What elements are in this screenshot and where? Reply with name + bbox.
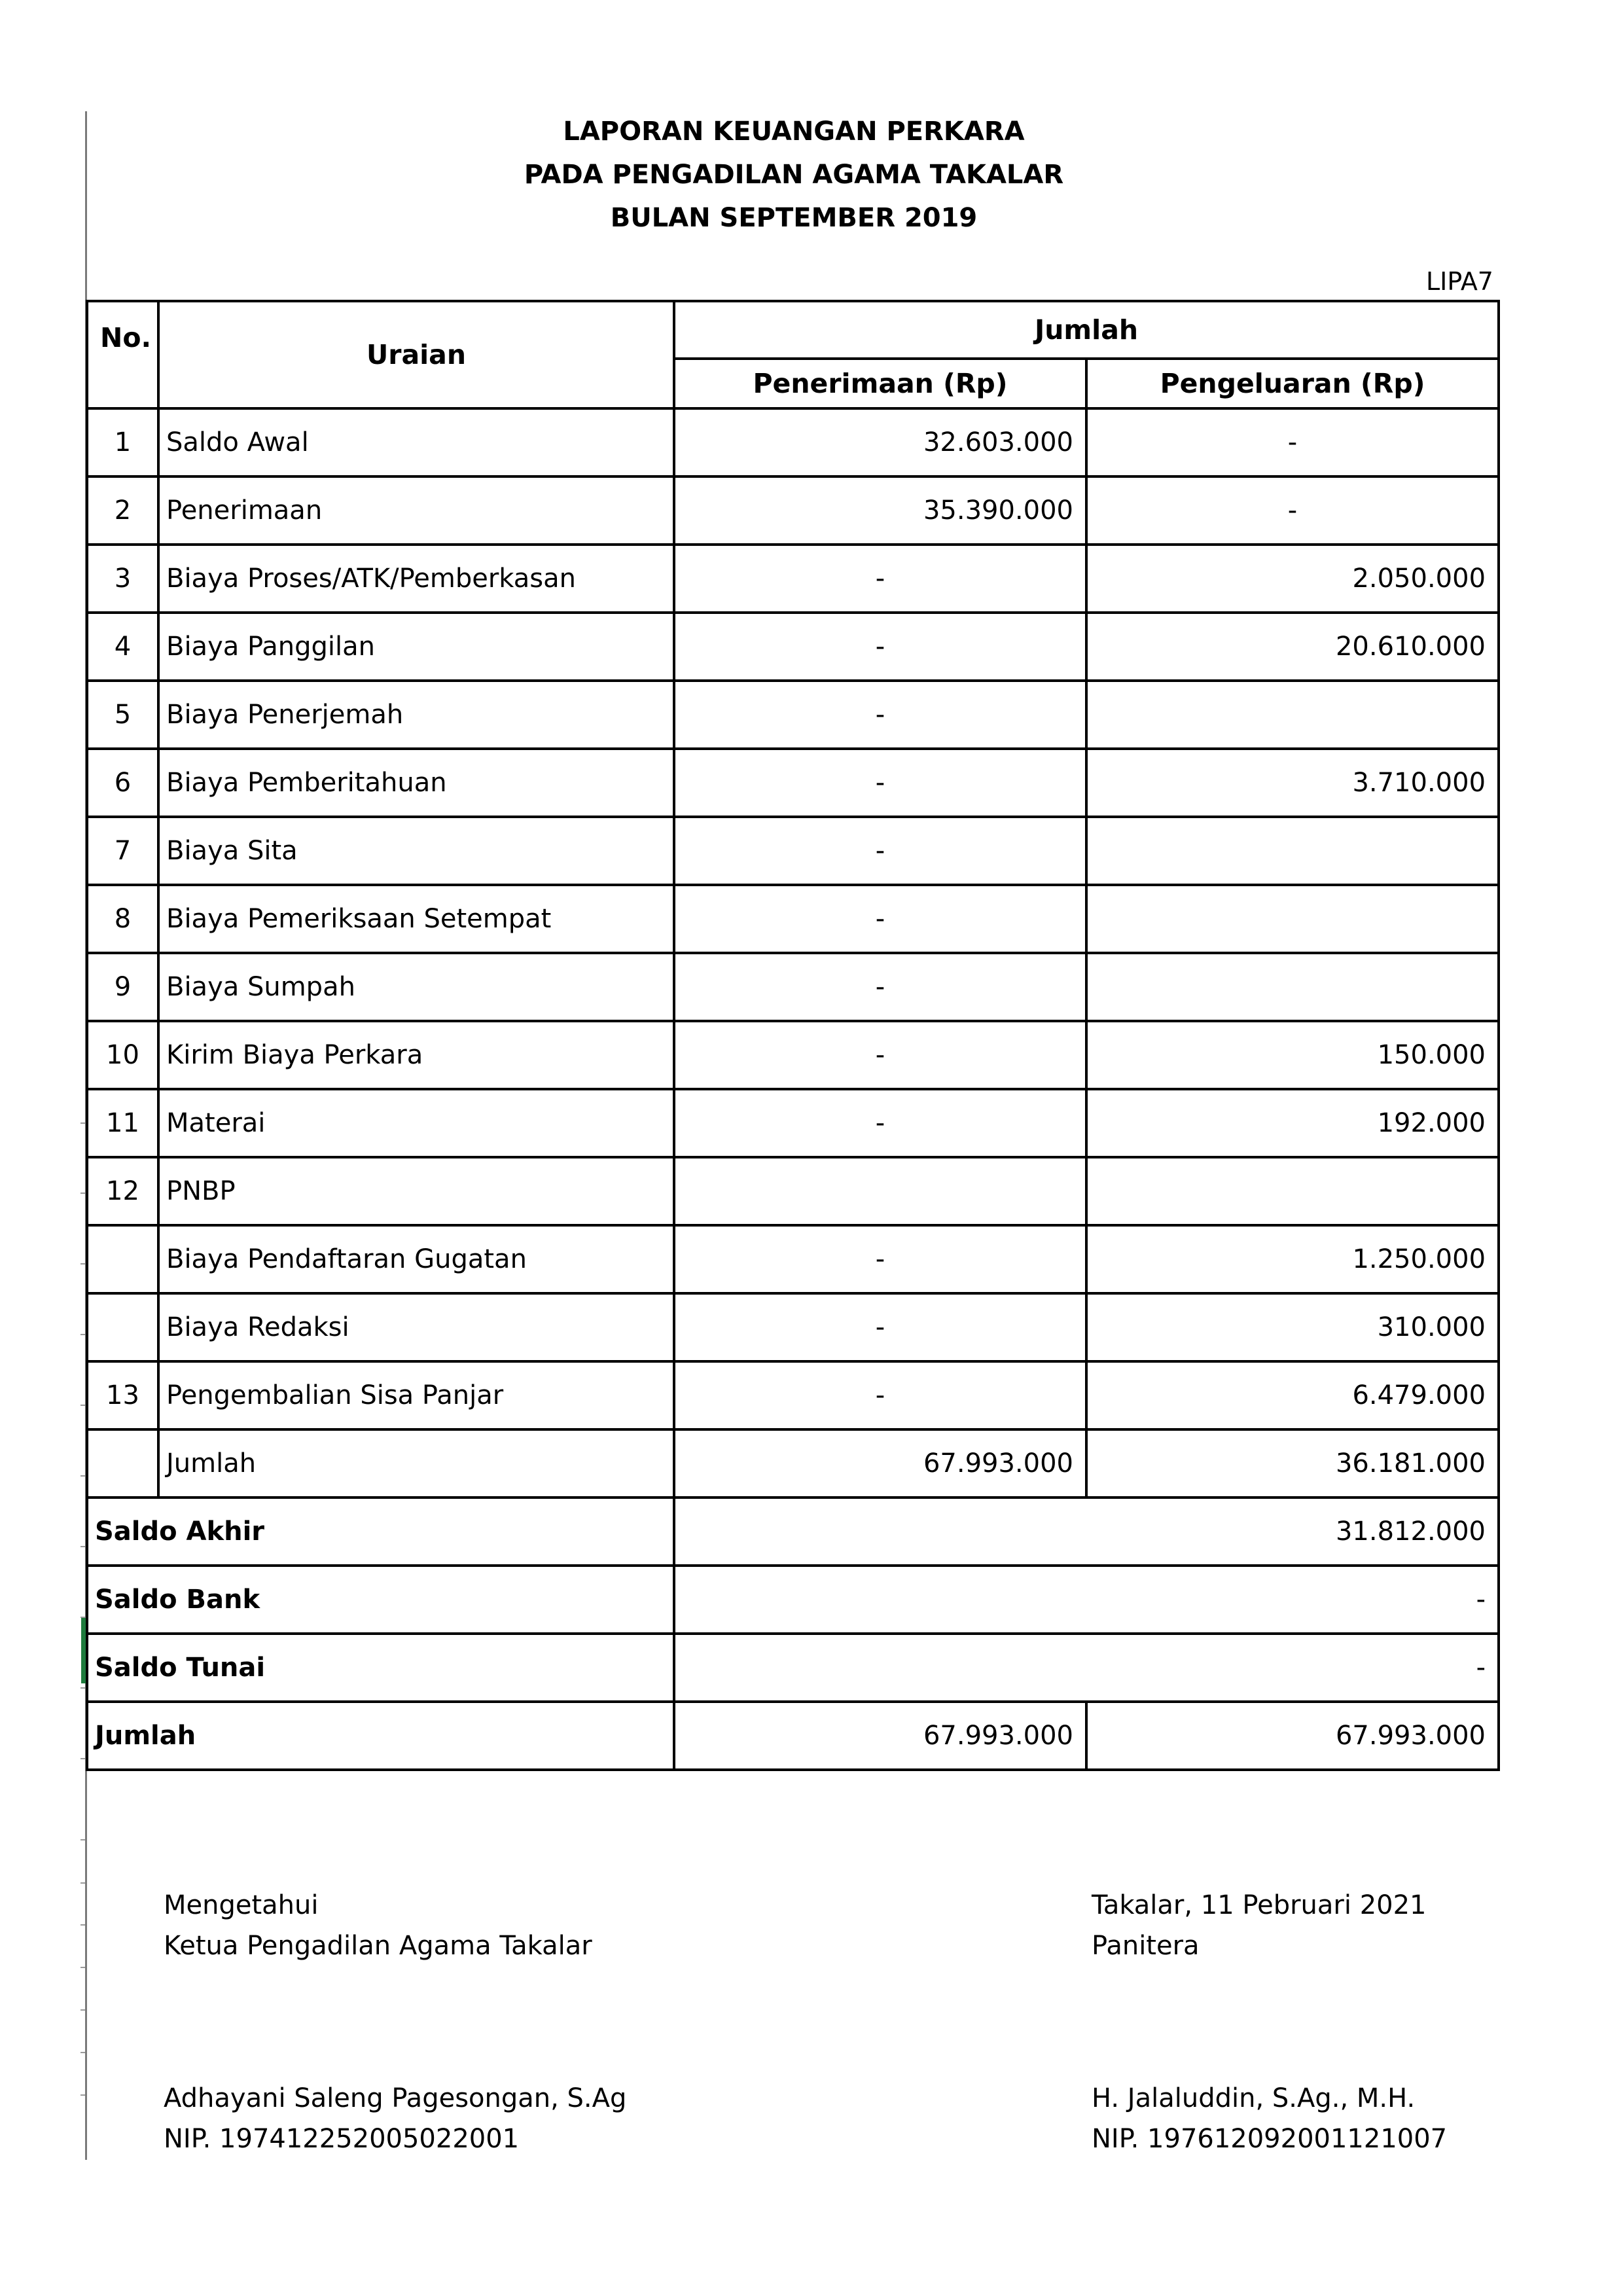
row-no: 6 — [87, 749, 158, 817]
row-no: 9 — [87, 953, 158, 1021]
row-no: 11 — [87, 1089, 158, 1157]
signature-left-block — [164, 1885, 592, 1966]
report-subtitle-court: PADA PENGADILAN AGAMA TAKALAR — [524, 160, 1064, 190]
row-penerimaan: - — [674, 953, 1086, 1021]
row-tick — [80, 1546, 85, 1547]
saldo-tunai-value: - — [674, 1634, 1499, 1702]
row-penerimaan: - — [674, 817, 1086, 885]
grand-total-penerimaan: 67.993.000 — [674, 1702, 1086, 1770]
header-penerimaan: Penerimaan (Rp) — [674, 359, 1086, 408]
report-subtitle-period: BULAN SEPTEMBER 2019 — [610, 203, 978, 233]
row-pengeluaran: 2.050.000 — [1086, 545, 1499, 613]
row-uraian: Biaya Proses/ATK/Pemberkasan — [158, 545, 674, 613]
row-tick — [80, 1263, 85, 1265]
row-penerimaan: - — [674, 1021, 1086, 1089]
row-uraian: Biaya Penerjemah — [158, 681, 674, 749]
row-tick — [80, 1475, 85, 1477]
table-row — [87, 749, 1499, 817]
row-uraian: Pengembalian Sisa Panjar — [158, 1361, 674, 1429]
row-pengeluaran: 192.000 — [1086, 1089, 1499, 1157]
table-row — [87, 1361, 1499, 1429]
row-pengeluaran: 150.000 — [1086, 1021, 1499, 1089]
row-pengeluaran: - — [1086, 408, 1499, 476]
row-uraian: Kirim Biaya Perkara — [158, 1021, 674, 1089]
row-penerimaan: 67.993.000 — [674, 1429, 1086, 1498]
table-row — [87, 681, 1499, 749]
row-no: 4 — [87, 613, 158, 681]
saldo-akhir-label: Saldo Akhir — [87, 1498, 674, 1566]
row-pengeluaran — [1086, 885, 1499, 953]
row-pengeluaran: 1.250.000 — [1086, 1225, 1499, 1293]
row-uraian: Biaya Sita — [158, 817, 674, 885]
row-no: 2 — [87, 476, 158, 545]
row-penerimaan: - — [674, 545, 1086, 613]
table-row — [87, 1089, 1499, 1157]
row-penerimaan: - — [674, 1089, 1086, 1157]
saldo-bank-value: - — [674, 1566, 1499, 1634]
table-row — [87, 613, 1499, 681]
table-row — [87, 885, 1499, 953]
row-tick — [80, 1839, 85, 1840]
row-no: 8 — [87, 885, 158, 953]
row-no — [87, 1225, 158, 1293]
table-row — [87, 1293, 1499, 1361]
row-tick — [80, 1924, 85, 1926]
grand-total-row — [87, 1702, 1499, 1770]
row-no: 3 — [87, 545, 158, 613]
row-tick — [80, 1882, 85, 1884]
saldo-bank-label: Saldo Bank — [87, 1566, 674, 1634]
table-row — [87, 408, 1499, 476]
saldo-bank-row — [87, 1566, 1499, 1634]
row-penerimaan: - — [674, 1225, 1086, 1293]
table-row — [87, 545, 1499, 613]
row-uraian: Biaya Sumpah — [158, 953, 674, 1021]
row-penerimaan: - — [674, 749, 1086, 817]
row-no: 13 — [87, 1361, 158, 1429]
sig-left-position: Ketua Pengadilan Agama Takalar — [164, 1931, 592, 1961]
saldo-tunai-label: Saldo Tunai — [87, 1634, 674, 1702]
row-tick — [80, 1967, 85, 1968]
row-pengeluaran: - — [1086, 476, 1499, 545]
row-no: 10 — [87, 1021, 158, 1089]
row-tick — [80, 1758, 85, 1759]
saldo-tunai-row — [87, 1634, 1499, 1702]
row-tick — [80, 1687, 85, 1689]
sig-right-nip: NIP. 197612092001121007 — [1092, 2124, 1448, 2154]
header-pengeluaran: Pengeluaran (Rp) — [1086, 359, 1499, 408]
signature-right-block — [1092, 1885, 1426, 1966]
sig-left-name: Adhayani Saleng Pagesongan, S.Ag — [164, 2083, 627, 2113]
row-pengeluaran — [1086, 1157, 1499, 1225]
row-pengeluaran — [1086, 681, 1499, 749]
row-uraian: PNBP — [158, 1157, 674, 1225]
row-pengeluaran: 310.000 — [1086, 1293, 1499, 1361]
table-row — [87, 953, 1499, 1021]
finance-table — [86, 300, 1500, 1771]
row-penerimaan: - — [674, 613, 1086, 681]
row-pengeluaran — [1086, 953, 1499, 1021]
header-uraian: Uraian — [158, 301, 674, 408]
row-no — [87, 1429, 158, 1498]
saldo-akhir-row — [87, 1498, 1499, 1566]
row-tick — [80, 2094, 85, 2096]
selected-cell-marker — [81, 1618, 86, 1683]
table-row — [87, 1157, 1499, 1225]
row-no: 1 — [87, 408, 158, 476]
row-tick — [80, 1405, 85, 1406]
row-tick — [80, 1122, 85, 1124]
saldo-akhir-value: 31.812.000 — [674, 1498, 1499, 1566]
row-uraian: Saldo Awal — [158, 408, 674, 476]
row-pengeluaran: 6.479.000 — [1086, 1361, 1499, 1429]
grand-total-pengeluaran: 67.993.000 — [1086, 1702, 1499, 1770]
row-penerimaan: - — [674, 681, 1086, 749]
row-penerimaan: - — [674, 1293, 1086, 1361]
row-tick — [80, 1193, 85, 1194]
row-penerimaan: - — [674, 1361, 1086, 1429]
row-uraian: Penerimaan — [158, 476, 674, 545]
row-pengeluaran: 3.710.000 — [1086, 749, 1499, 817]
form-code: LIPA7 — [1425, 267, 1493, 296]
header-jumlah: Jumlah — [674, 301, 1499, 359]
row-pengeluaran: 20.610.000 — [1086, 613, 1499, 681]
row-uraian: Biaya Redaksi — [158, 1293, 674, 1361]
row-tick — [80, 2009, 85, 2011]
row-no: 12 — [87, 1157, 158, 1225]
row-uraian: Biaya Pendaftaran Gugatan — [158, 1225, 674, 1293]
table-row — [87, 817, 1499, 885]
table-row — [87, 476, 1499, 545]
sig-right-place-date: Takalar, 11 Pebruari 2021 — [1092, 1890, 1427, 1920]
sig-left-acknowledged: Mengetahui — [164, 1890, 319, 1920]
row-no: 5 — [87, 681, 158, 749]
table-row — [87, 1225, 1499, 1293]
signature-left-name-block — [164, 2078, 626, 2159]
row-no — [87, 1293, 158, 1361]
row-penerimaan: 32.603.000 — [674, 408, 1086, 476]
row-penerimaan — [674, 1157, 1086, 1225]
row-uraian: Jumlah — [158, 1429, 674, 1498]
row-uraian: Biaya Pemberitahuan — [158, 749, 674, 817]
row-pengeluaran — [1086, 817, 1499, 885]
row-penerimaan: - — [674, 885, 1086, 953]
table-row-subtotal — [87, 1429, 1499, 1498]
sig-right-position: Panitera — [1092, 1931, 1200, 1961]
header-no: No. — [87, 301, 158, 408]
row-tick — [80, 2052, 85, 2053]
row-uraian: Materai — [158, 1089, 674, 1157]
report-title: LAPORAN KEUANGAN PERKARA — [563, 117, 1025, 147]
row-uraian: Biaya Pemeriksaan Setempat — [158, 885, 674, 953]
grand-total-label: Jumlah — [87, 1702, 674, 1770]
table-body — [87, 408, 1499, 1770]
table-row — [87, 1021, 1499, 1089]
sig-right-name: H. Jalaluddin, S.Ag., M.H. — [1092, 2083, 1416, 2113]
row-pengeluaran: 36.181.000 — [1086, 1429, 1499, 1498]
signature-right-name-block — [1092, 2078, 1447, 2159]
row-tick — [80, 1334, 85, 1335]
row-penerimaan: 35.390.000 — [674, 476, 1086, 545]
row-no: 7 — [87, 817, 158, 885]
row-uraian: Biaya Panggilan — [158, 613, 674, 681]
sig-left-nip: NIP. 197412252005022001 — [164, 2124, 520, 2154]
